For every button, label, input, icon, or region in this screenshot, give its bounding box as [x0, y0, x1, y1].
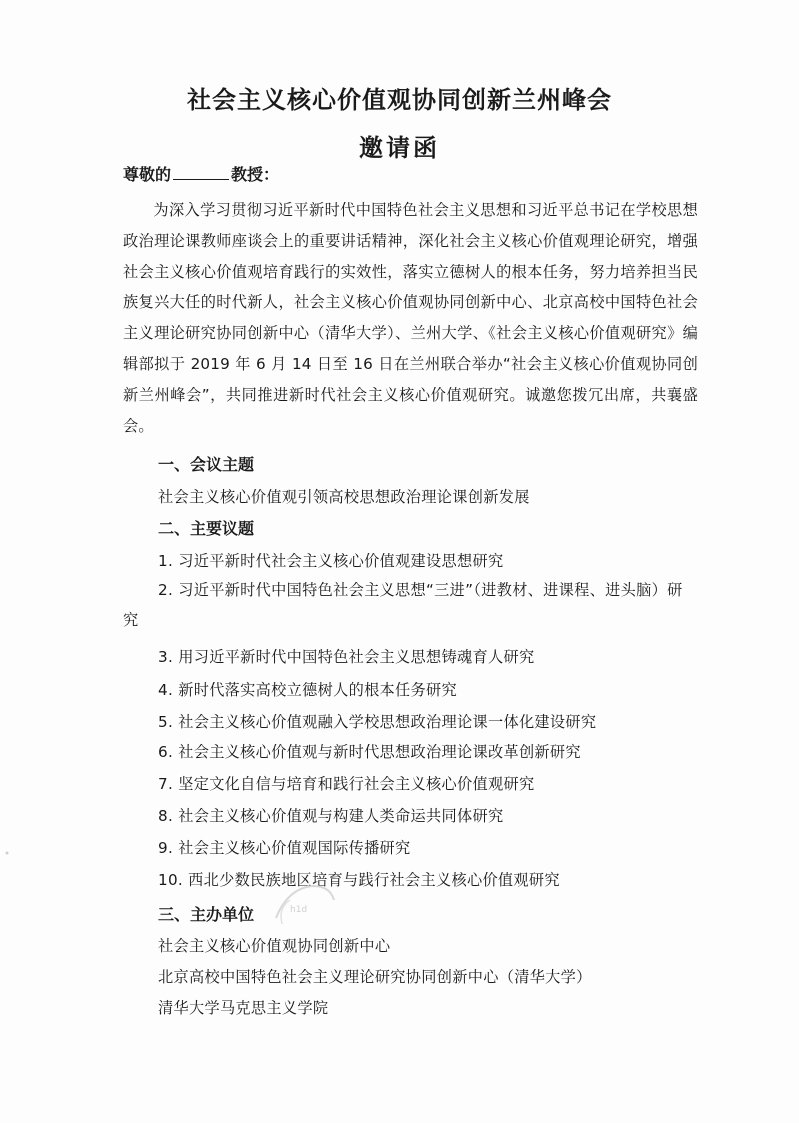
intro-paragraph: 为深入学习贯彻习近平新时代中国特色社会主义思想和习近平总书记在学校思想政治理论课教师座谈会上的重要讲话精神，深化社会主义核心价值观理论研究，增强社会主义核心价值观培育践行的实效性，落实立德树人的根本任务，努力培养担当民族复兴大任的时代新人，社会主义核心价值观协同创新中心、北京高校中国特色社会主义理论研究协同创新中心（清华大学）、兰州大学、《社会主义核心价值观研究》编辑部拟于 2019 年 6 月 14 日至 16 日在兰州联合举办“社会主义核心价值观协同创新兰州峰会”，共同推进新时代社会主义核心价值观研究。诚邀您拨冗出席，共襄盛会。 — [123, 201, 698, 435]
topic-item: 7. 坚定文化自信与培育和践行社会主义核心价值观研究 — [158, 775, 535, 793]
section-topics-heading: 二、主要议题 — [158, 519, 255, 538]
document-title: 社会主义核心价值观协同创新兰州峰会 — [187, 85, 612, 114]
topic-item: 8. 社会主义核心价值观与构建人类命运共同体研究 — [158, 807, 504, 825]
organizer-item: 社会主义核心价值观协同创新中心 — [158, 937, 391, 955]
topic-item: 3. 用习近平新时代中国特色社会主义思想铸魂育人研究 — [158, 648, 535, 666]
topic-item: 10. 西北少数民族地区培育与践行社会主义核心价值观研究 — [158, 871, 560, 889]
salutation — [123, 162, 279, 185]
scan-speck — [4, 850, 10, 856]
salutation-prefix: 尊敬的 — [123, 165, 172, 184]
faint-seal-mark — [268, 878, 338, 938]
salutation-suffix: 教授： — [231, 165, 280, 184]
organizer-item: 北京高校中国特色社会主义理论研究协同创新中心（清华大学） — [158, 968, 592, 986]
organizer-item: 清华大学马克思主义学院 — [158, 999, 329, 1017]
section-theme-heading: 一、会议主题 — [158, 455, 255, 474]
topic-item: 9. 社会主义核心价值观国际传播研究 — [158, 839, 411, 857]
topic-item: 5. 社会主义核心价值观融入学校思想政治理论课一体化建设研究 — [158, 713, 597, 731]
topic-item: 4. 新时代落实高校立德树人的根本任务研究 — [158, 681, 457, 699]
theme-text: 社会主义核心价值观引领高校思想政治理论课创新发展 — [158, 488, 530, 506]
document-subtitle: 邀请函 — [359, 133, 440, 162]
topic-item: 6. 社会主义核心价值观与新时代思想政治理论课改革创新研究 — [158, 743, 581, 761]
topic-item: 1. 习近平新时代社会主义核心价值观建设思想研究 — [158, 552, 504, 570]
topic-item: 2. 习近平新时代中国特色社会主义思想“三进”（进教材、进课程、进头脑）研究 — [123, 581, 683, 629]
name-blank-line — [173, 165, 229, 180]
svg-text:h1d: h1d — [290, 905, 308, 915]
section-organizers-heading: 三、主办单位 — [158, 905, 255, 924]
